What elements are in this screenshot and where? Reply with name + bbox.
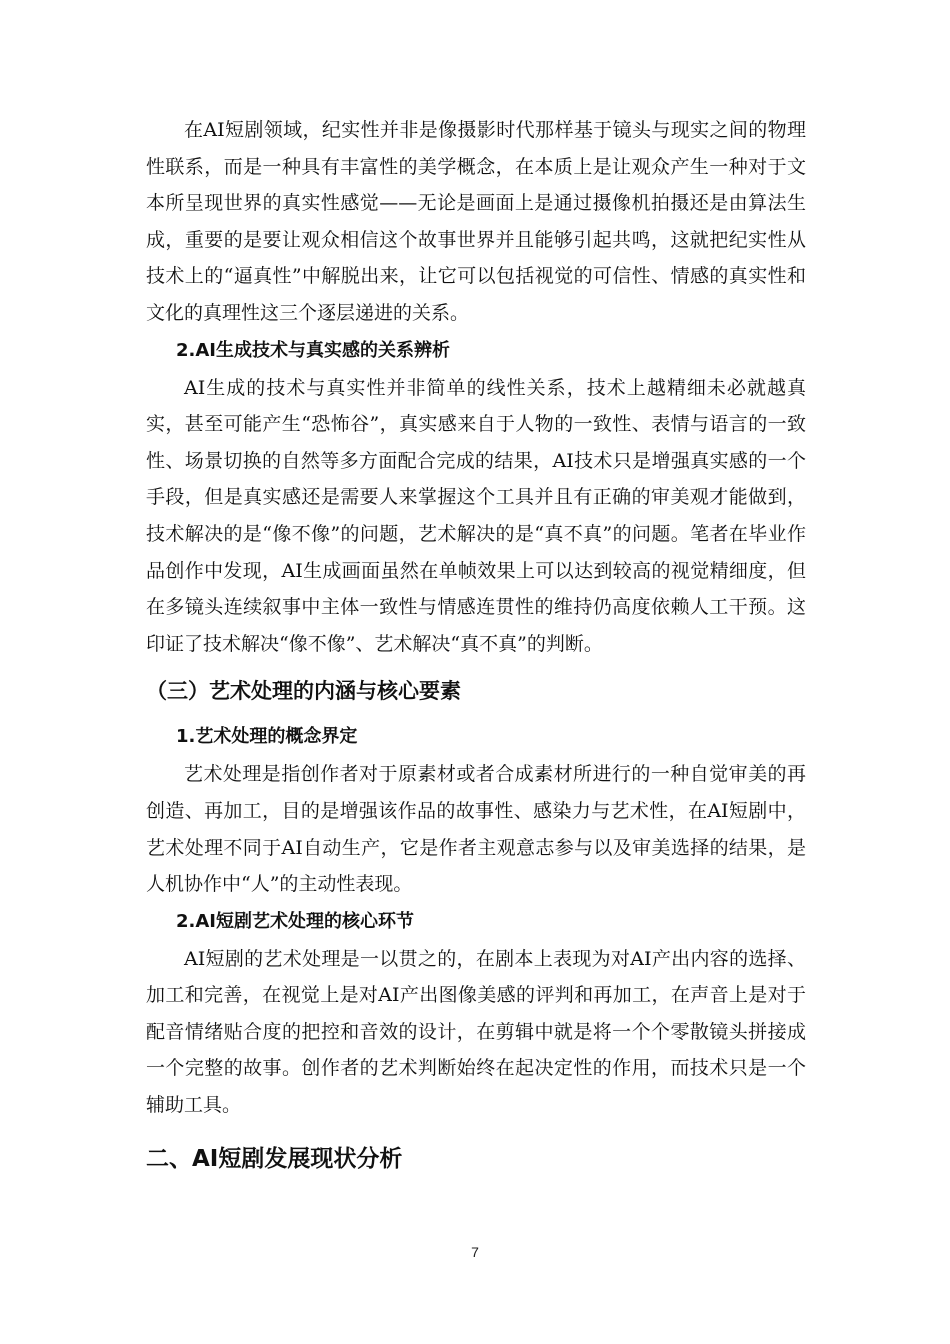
subheading-ai-realism-relation: 2.AI生成技术与真实感的关系辨析 [176, 339, 450, 361]
paragraph-concept-definition: 艺术处理是指创作者对于原素材或者合成素材所进行的一种自觉审美的再创造、再加工，目的是增强该作品的故事性、感染力与艺术性，在AI短剧中，艺术处理不同于AI自动生产，它是作者主观意志参与以及审美选择的结果，是人机协作中“人”的主动性表现。 [146, 763, 806, 896]
paragraph-ai-realism: AI生成的技术与真实性并非简单的线性关系，技术上越精细未必就越真实，甚至可能产生“恐怖谷”，真实感来自于人物的一致性、表情与语言的一致性、场景切换的自然等多方面配合完成的结果，AI技术只是增强真实感的一个手段，但是真实感还是需要人来掌握这个工具并且有正确的审美观才能做到，技术解决的是“像不像”的问题，艺术解决的是“真不真”的问题。笔者在毕业作品创作中发现，AI生成画面虽然在单帧效果上可以达到较高的视觉精细度，但在多镜头连续叙事中主体一致性与情感连贯性的维持仍高度依赖人工干预。这印证了技术解决“像不像”、艺术解决“真不真”的判断。 [146, 376, 806, 655]
paragraph-core-links: AI短剧的艺术处理是一以贯之的，在剧本上表现为对AI产出内容的选择、加工和完善，在视觉上是对AI产出图像美感的评判和再加工，在声音上是对于配音情绪贴合度的把控和音效的设计，在剪辑中就是将一个个零散镜头拼接成一个完整的故事。创作者的艺术判断始终在起决定性的作用，而技术只是一个辅助工具。 [146, 947, 806, 1117]
paragraph-documentary-aesthetics: 在AI短剧领域，纪实性并非是像摄影时代那样基于镜头与现实之间的物理性联系，而是一种具有丰富性的美学概念，在本质上是让观众产生一种对于文本所呈现世界的真实性感觉——无论是画面上是通过摄像机拍摄还是由算法生成，重要的是要让观众相信这个故事世界并且能够引起共鸣，这就把纪实性从技术上的“逼真性”中解脱出来，让它可以包括视觉的可信性、情感的真实性和文化的真理性这三个逐层递进的关系。 [146, 119, 806, 324]
subheading-concept-definition: 1.艺术处理的概念界定 [176, 726, 358, 748]
section-heading-artistic-processing: （三）艺术处理的内涵与核心要素 [146, 679, 461, 704]
subheading-core-links: 2.AI短剧艺术处理的核心环节 [176, 910, 414, 932]
page-body [146, 112, 806, 1176]
chapter-heading-development-status: 二、AI短剧发展现状分析 [146, 1145, 403, 1172]
page-number: 7 [471, 1244, 479, 1260]
